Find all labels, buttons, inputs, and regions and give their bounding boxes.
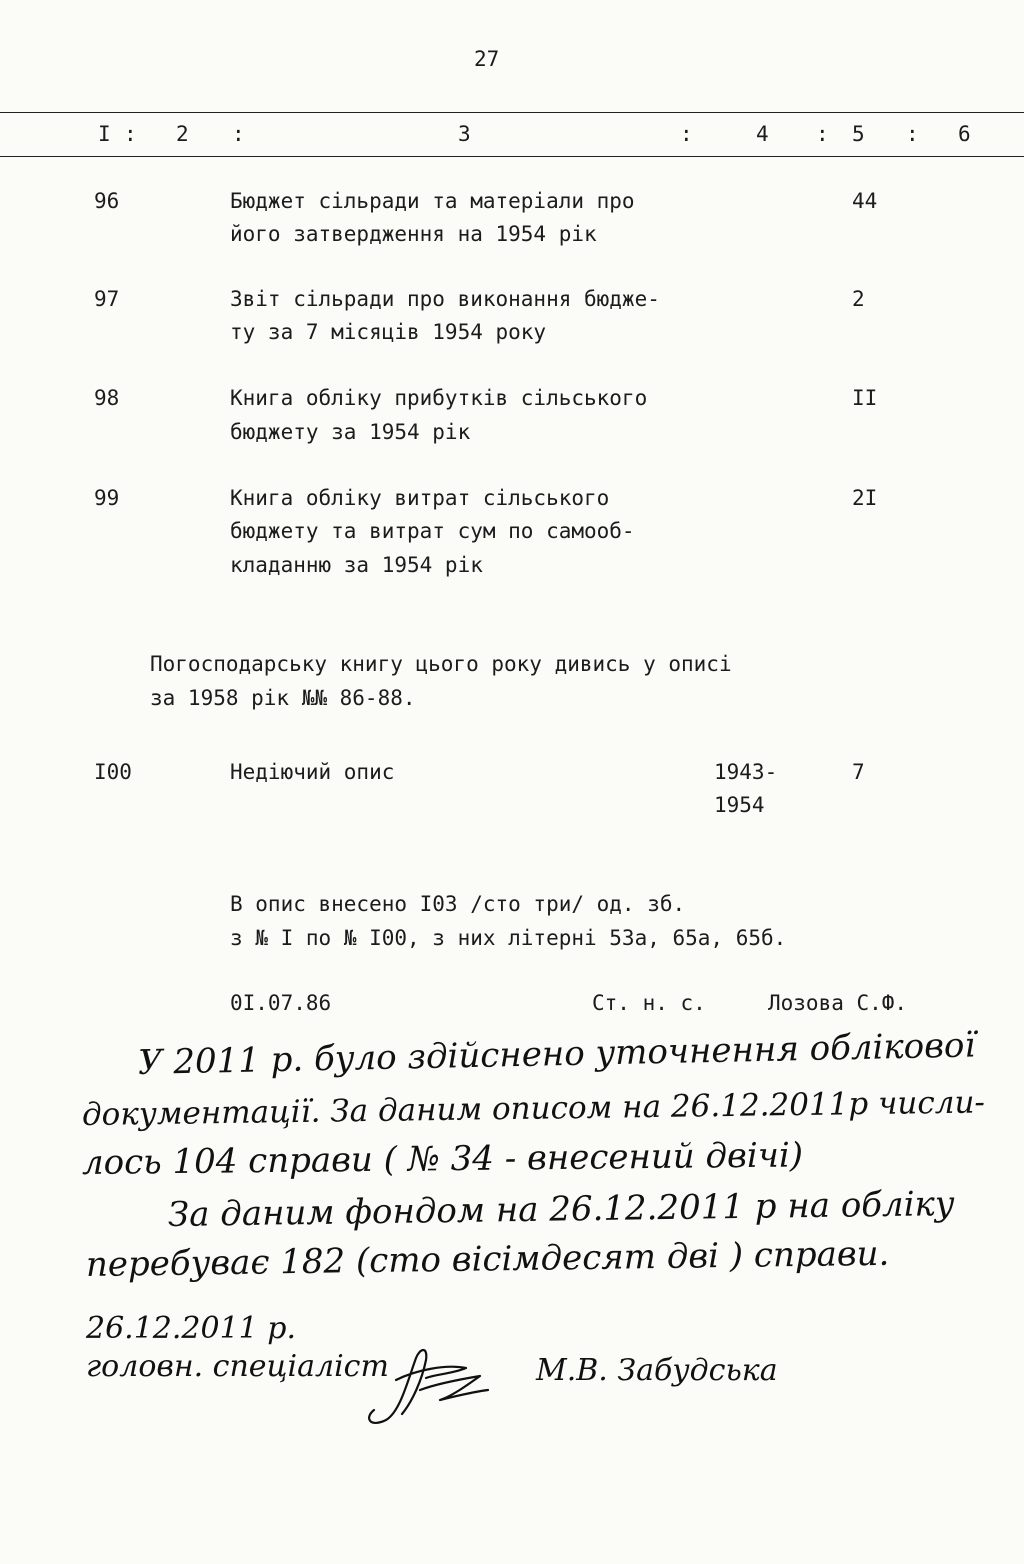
col-separator: : bbox=[816, 122, 829, 146]
col-4-header: 4 bbox=[756, 122, 769, 146]
case-title-line: Бюджет сільради та матеріали про bbox=[230, 189, 635, 213]
handwritten-name: М.В. Забудська bbox=[536, 1353, 778, 1388]
case-number: 98 bbox=[94, 386, 120, 410]
case-number: 97 bbox=[94, 287, 120, 311]
signature-icon bbox=[356, 1340, 496, 1430]
sheet-count: 2I bbox=[852, 486, 878, 510]
col-separator: : bbox=[906, 122, 919, 146]
sheet-count: 7 bbox=[852, 760, 865, 784]
case-title-line: Недіючий опис bbox=[230, 760, 395, 784]
case-title-line: бюджету за 1954 рік bbox=[230, 420, 471, 444]
page-number: 27 bbox=[474, 47, 500, 71]
col-1-header: I bbox=[98, 122, 111, 146]
date-range-line: 1954 bbox=[714, 793, 765, 817]
sheet-count: 44 bbox=[852, 189, 878, 213]
case-title-line: Книга обліку прибутків сільського bbox=[230, 386, 648, 410]
case-title-line: його затвердження на 1954 рік bbox=[230, 222, 597, 246]
signoff-name: Лозова С.Ф. bbox=[768, 991, 908, 1015]
sheet-count: 2 bbox=[852, 287, 865, 311]
header-top-rule bbox=[0, 112, 1024, 113]
date-range-line: 1943- bbox=[714, 760, 778, 784]
handwritten-position: головн. спеціаліст bbox=[86, 1349, 389, 1384]
case-title-line: Книга обліку витрат сільського bbox=[230, 486, 610, 510]
header-bottom-rule bbox=[0, 156, 1024, 157]
summary-line: В опис внесено I03 /сто три/ од. зб. bbox=[230, 892, 686, 916]
case-title-line: бюджету та витрат сум по самооб- bbox=[230, 519, 635, 543]
col-5-header: 5 bbox=[852, 122, 865, 146]
col-2-header: 2 bbox=[176, 122, 189, 146]
sheet-count: II bbox=[852, 386, 878, 410]
case-title-line: ту за 7 місяців 1954 року bbox=[230, 320, 547, 344]
case-title-line: кладанню за 1954 рік bbox=[230, 553, 483, 577]
handwritten-line: За даним фондом на 26.12.2011 р на обліку bbox=[167, 1184, 955, 1235]
signoff-date: 0I.07.86 bbox=[230, 991, 332, 1015]
case-number: 99 bbox=[94, 486, 120, 510]
handwritten-line: лось 104 справи ( № 34 - внесений двічі) bbox=[81, 1135, 804, 1183]
col-separator: : bbox=[680, 122, 693, 146]
col-separator: : bbox=[124, 122, 137, 146]
handwritten-line: У 2011 р. було здійснено уточнення облікової bbox=[137, 1025, 976, 1083]
col-3-header: 3 bbox=[458, 122, 471, 146]
note-line: Погосподарську книгу цього року дивись у описі bbox=[150, 652, 732, 676]
col-separator: : bbox=[232, 122, 245, 146]
summary-line: з № I по № I00, з них літерні 53а, 65а, 65б. bbox=[230, 926, 787, 950]
note-line: за 1958 рік №№ 86-88. bbox=[150, 686, 416, 710]
handwritten-line: перебуває 182 (сто вісімдесят дві ) справи. bbox=[85, 1233, 890, 1285]
case-number: 96 bbox=[94, 189, 120, 213]
case-number: I00 bbox=[94, 760, 132, 784]
handwritten-date: 26.12.2011 р. bbox=[86, 1311, 297, 1346]
signoff-position: Ст. н. с. bbox=[592, 991, 706, 1015]
col-6-header: 6 bbox=[958, 122, 971, 146]
handwritten-line: документації. За даним описом на 26.12.2011р числи- bbox=[81, 1084, 986, 1133]
case-title-line: Звіт сільради про виконання бюдже- bbox=[230, 287, 660, 311]
